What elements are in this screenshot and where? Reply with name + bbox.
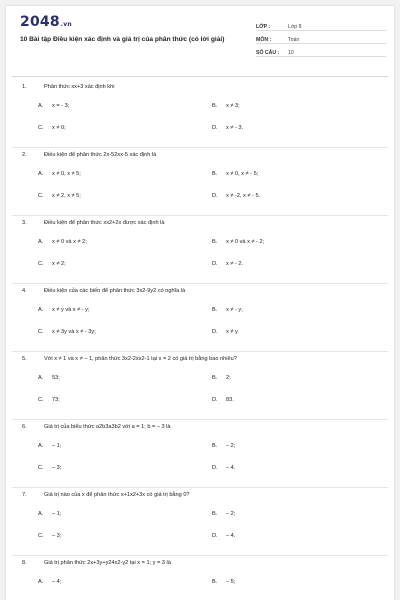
header-divider [12, 76, 388, 77]
answer-option-b[interactable] [212, 375, 231, 381]
option-text: – 2; [226, 443, 236, 449]
option-text: – 2; [226, 511, 236, 517]
option-text: x = - 3; [52, 103, 70, 109]
option-letter: C. [38, 125, 44, 131]
option-letter: C. [38, 465, 44, 471]
answer-option-b[interactable] [212, 103, 240, 109]
answer-option-b[interactable] [212, 511, 235, 517]
answer-option-d[interactable] [212, 533, 235, 539]
question-stem [22, 84, 114, 90]
option-letter: B. [212, 239, 218, 245]
option-letter: C. [38, 533, 44, 539]
meta-row-class [256, 19, 386, 31]
option-letter: C. [38, 397, 44, 403]
meta-label: LỚP : [256, 24, 271, 30]
option-text: x ≠ 0 và x ≠ - 2; [226, 239, 265, 245]
option-letter: D. [212, 397, 218, 403]
question-divider [12, 147, 388, 148]
answer-option-d[interactable] [212, 329, 239, 335]
option-text: x ≠ y. [226, 329, 239, 335]
answer-option-a[interactable] [38, 307, 90, 313]
question-number: 4. [22, 288, 27, 294]
question-text: Phân thức xx+3 xác định khi [44, 84, 115, 90]
question-divider [12, 487, 388, 488]
logo-suffix: .vn [60, 21, 72, 28]
meta-row-subject [256, 32, 386, 44]
option-letter: C. [38, 261, 44, 267]
option-letter: D. [212, 533, 218, 539]
option-text: x ≠ - 3. [226, 125, 244, 131]
question-number: 3. [22, 220, 27, 226]
option-letter: A. [38, 307, 44, 313]
question-stem [22, 424, 171, 430]
question-divider [12, 351, 388, 352]
meta-row-count [256, 45, 386, 57]
answer-option-c[interactable] [38, 329, 96, 335]
question-text: Với x ≠ 1 và x ≠ – 1, phân thức 3x2-2xx2-1 tại x = 2 có giá trị bằng bao nhiêu? [44, 356, 237, 362]
answer-option-a[interactable] [38, 443, 61, 449]
answer-option-c[interactable] [38, 465, 61, 471]
option-letter: A. [38, 103, 44, 109]
option-text: x ≠ 0 và x ≠ 2; [52, 239, 87, 245]
question-number: 7. [22, 492, 27, 498]
worksheet-meta [256, 19, 386, 58]
option-letter: B. [212, 307, 218, 313]
answer-option-c[interactable] [38, 533, 61, 539]
option-text: – 4. [226, 533, 236, 539]
option-text: – 3; [52, 465, 62, 471]
option-text: – 4. [226, 465, 236, 471]
question-stem [22, 288, 185, 294]
answer-option-c[interactable] [38, 193, 81, 199]
option-text: – 4; [52, 579, 62, 585]
question-divider [12, 555, 388, 556]
answer-option-b[interactable] [212, 307, 243, 313]
question-divider [12, 215, 388, 216]
question-number: 2. [22, 152, 27, 158]
answer-option-a[interactable] [38, 511, 61, 517]
answer-option-a[interactable] [38, 375, 60, 381]
answer-option-d[interactable] [212, 465, 235, 471]
answer-option-b[interactable] [212, 239, 264, 245]
answer-option-b[interactable] [212, 443, 235, 449]
option-text: 2; [226, 375, 231, 381]
option-letter: C. [38, 329, 44, 335]
option-text: x ≠ -2, x ≠ - 5. [226, 193, 261, 199]
worksheet-header [6, 6, 394, 64]
question-text: Giá trị phân thức 2x+3y+y24x2-y2 tại x = 1; y = 3 là [44, 560, 171, 566]
question-divider [12, 283, 388, 284]
option-text: – 3; [52, 533, 62, 539]
answer-option-d[interactable] [212, 261, 243, 267]
option-letter: A. [38, 579, 44, 585]
option-text: x ≠ 0; [52, 125, 66, 131]
option-text: x ≠ 2; [52, 261, 66, 267]
answer-option-d[interactable] [212, 193, 260, 199]
option-letter: D. [212, 465, 218, 471]
question-divider [12, 419, 388, 420]
option-text: – 1; [52, 511, 62, 517]
option-text: x ≠ - y; [226, 307, 243, 313]
answer-option-c[interactable] [38, 125, 66, 131]
question-stem [22, 560, 171, 566]
option-text: x ≠ 2, x ≠ 5; [52, 193, 81, 199]
meta-value: 10 [288, 50, 294, 56]
meta-value: Toán [288, 37, 300, 43]
answer-option-a[interactable] [38, 103, 69, 109]
answer-option-d[interactable] [212, 397, 234, 403]
answer-option-c[interactable] [38, 397, 60, 403]
worksheet-page [6, 6, 394, 600]
option-text: x ≠ 0, x ≠ 5; [52, 171, 81, 177]
option-letter: B. [212, 579, 218, 585]
question-text: Điều kiện để phân thức xx2+2x được xác định là [44, 220, 165, 226]
option-letter: A. [38, 171, 44, 177]
logo-brand: 2048 [20, 14, 60, 30]
answer-option-a[interactable] [38, 579, 61, 585]
option-letter: B. [212, 375, 218, 381]
option-text: 73; [52, 397, 60, 403]
option-letter: D. [212, 261, 218, 267]
option-letter: D. [212, 193, 218, 199]
meta-label: MÔN : [256, 37, 272, 43]
question-number: 1. [22, 84, 27, 90]
option-text: – 1; [52, 443, 62, 449]
question-text: Giá trị nào của x để phân thức x+1x2+3x có giá trị bằng 0? [44, 492, 190, 498]
question-stem [22, 152, 156, 158]
question-number: 8. [22, 560, 27, 566]
answer-option-d[interactable] [212, 125, 243, 131]
meta-label: SỐ CÂU : [256, 50, 280, 56]
worksheet-title: 10 Bài tập Điều kiện xác định và giá trị của phân thức (có lời giải) [20, 36, 225, 43]
question-text: Điều kiện của các biến để phân thức 3x2-9y2 có nghĩa là [44, 288, 186, 294]
option-text: x ≠ y và x ≠ - y; [52, 307, 90, 313]
question-number: 5. [22, 356, 27, 362]
answer-option-a[interactable] [38, 171, 81, 177]
option-text: x ≠ 0, x ≠ - 5; [226, 171, 259, 177]
option-text: 83. [226, 397, 234, 403]
answer-option-b[interactable] [212, 579, 235, 585]
option-letter: A. [38, 443, 44, 449]
option-letter: A. [38, 239, 44, 245]
site-logo[interactable] [20, 14, 72, 30]
option-letter: B. [212, 443, 218, 449]
option-letter: B. [212, 171, 218, 177]
option-letter: D. [212, 125, 218, 131]
option-text: x ≠ - 2. [226, 261, 244, 267]
option-text: x ≠ 3y và x ≠ - 3y; [52, 329, 96, 335]
answer-option-b[interactable] [212, 171, 258, 177]
option-letter: A. [38, 511, 44, 517]
option-letter: D. [212, 329, 218, 335]
question-stem [22, 220, 164, 226]
question-stem [22, 492, 190, 498]
option-letter: B. [212, 103, 218, 109]
answer-option-a[interactable] [38, 239, 87, 245]
meta-value: Lớp 8 [288, 24, 302, 30]
question-text: Điều kiện để phân thức 2x-52xx-5 xác định là [44, 152, 157, 158]
question-number: 6. [22, 424, 27, 430]
option-text: x ≠ 3; [226, 103, 240, 109]
option-text: 53; [52, 375, 60, 381]
option-letter: A. [38, 375, 44, 381]
question-stem [22, 356, 237, 362]
option-letter: C. [38, 193, 44, 199]
question-text: Giá trị của biểu thức a2b3a3b2 với a = 1; b = – 3 là [44, 424, 171, 430]
answer-option-c[interactable] [38, 261, 66, 267]
option-text: – 5; [226, 579, 236, 585]
option-letter: B. [212, 511, 218, 517]
